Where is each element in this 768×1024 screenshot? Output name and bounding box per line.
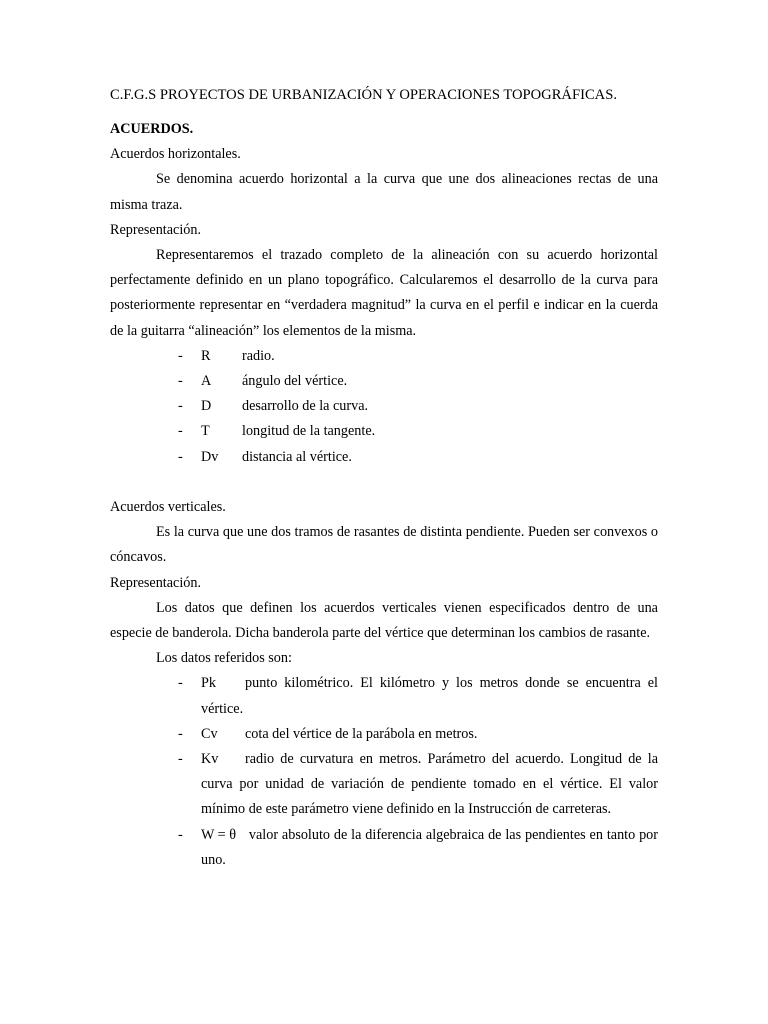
list-term: A [201,373,212,390]
list-dash: - [178,826,183,843]
list-term: W = θ [201,826,237,843]
list-term: Cv [201,725,218,742]
list-desc: longitud de la tangente. [242,423,376,440]
list-dash: - [178,423,183,440]
list-dash: - [178,675,183,692]
list-item [178,823,658,873]
vertical-definition: Es la curva que une dos tramos de rasantes de distinta pendiente. Pueden ser convexos o cóncavos. [110,524,658,566]
list-item [178,747,658,823]
list-desc: cota del vértice de la parábola en metros. [245,725,478,742]
list-term: D [201,398,212,415]
list-dash: - [178,347,183,364]
list-dash: - [178,398,183,415]
list-term: T [201,423,210,440]
vertical-heading: Acuerdos verticales. [110,499,226,516]
list-desc: radio. [242,347,275,364]
list-dash: - [178,725,183,742]
list-dash: - [178,448,183,465]
list-term: Pk [201,675,216,692]
list-desc: valor absoluto de la diferencia algebraica de las pendientes en tanto por uno. [201,826,658,868]
section-title: ACUERDOS. [110,121,194,137]
horizontal-definition: Se denomina acuerdo horizontal a la curva que une dos alineaciones rectas de una misma traza. [110,171,658,213]
list-item [178,722,658,747]
list-term: Kv [201,751,219,768]
list-item [178,394,658,419]
list-desc: ángulo del vértice. [242,373,348,390]
document-body [110,117,658,873]
vertical-data-list [110,671,658,873]
list-desc: radio de curvatura en metros. Parámetro del acuerdo. Longitud de la curva por unidad de variación de pendiente tomado en el vértice. El valor mínimo de este parámetro viene definido en la Instrucción de carreteras. [201,751,658,818]
list-desc: distancia al vértice. [242,448,352,465]
horizontal-rep-text: Representaremos el trazado completo de la alineación con su acuerdo horizontal perfectamente definido en un plano topográfico. Calcularemos el desarrollo de la curva para posteriormente representar en “verdadera magnitud” la curva en el perfil e indicar en la cuerda de la guitarra “alineación” los elementos de la misma. [110,247,658,339]
list-term: R [201,347,211,364]
list-item [178,671,658,721]
horizontal-elements-list [110,344,658,470]
list-item [178,445,658,470]
list-dash: - [178,373,183,390]
vertical-data-intro: Los datos referidos son: [156,650,292,667]
horizontal-heading: Acuerdos horizontales. [110,146,241,163]
list-desc: punto kilométrico. El kilómetro y los metros donde se encuentra el vértice. [201,675,658,717]
horizontal-rep-heading: Representación. [110,221,201,238]
document-header: C.F.G.S PROYECTOS DE URBANIZACIÓN Y OPERACIONES TOPOGRÁFICAS. [110,87,617,103]
list-term: Dv [201,448,219,465]
list-desc: desarrollo de la curva. [242,398,369,415]
list-dash: - [178,751,183,768]
list-item [178,344,658,369]
vertical-rep-text: Los datos que definen los acuerdos verticales vienen especificados dentro de una especie de banderola. Dicha banderola parte del vértice que determinan los cambios de rasante. [110,599,658,642]
spacer [110,470,658,495]
list-item [178,369,658,394]
vertical-rep-heading: Representación. [110,574,201,591]
list-item [178,419,658,444]
